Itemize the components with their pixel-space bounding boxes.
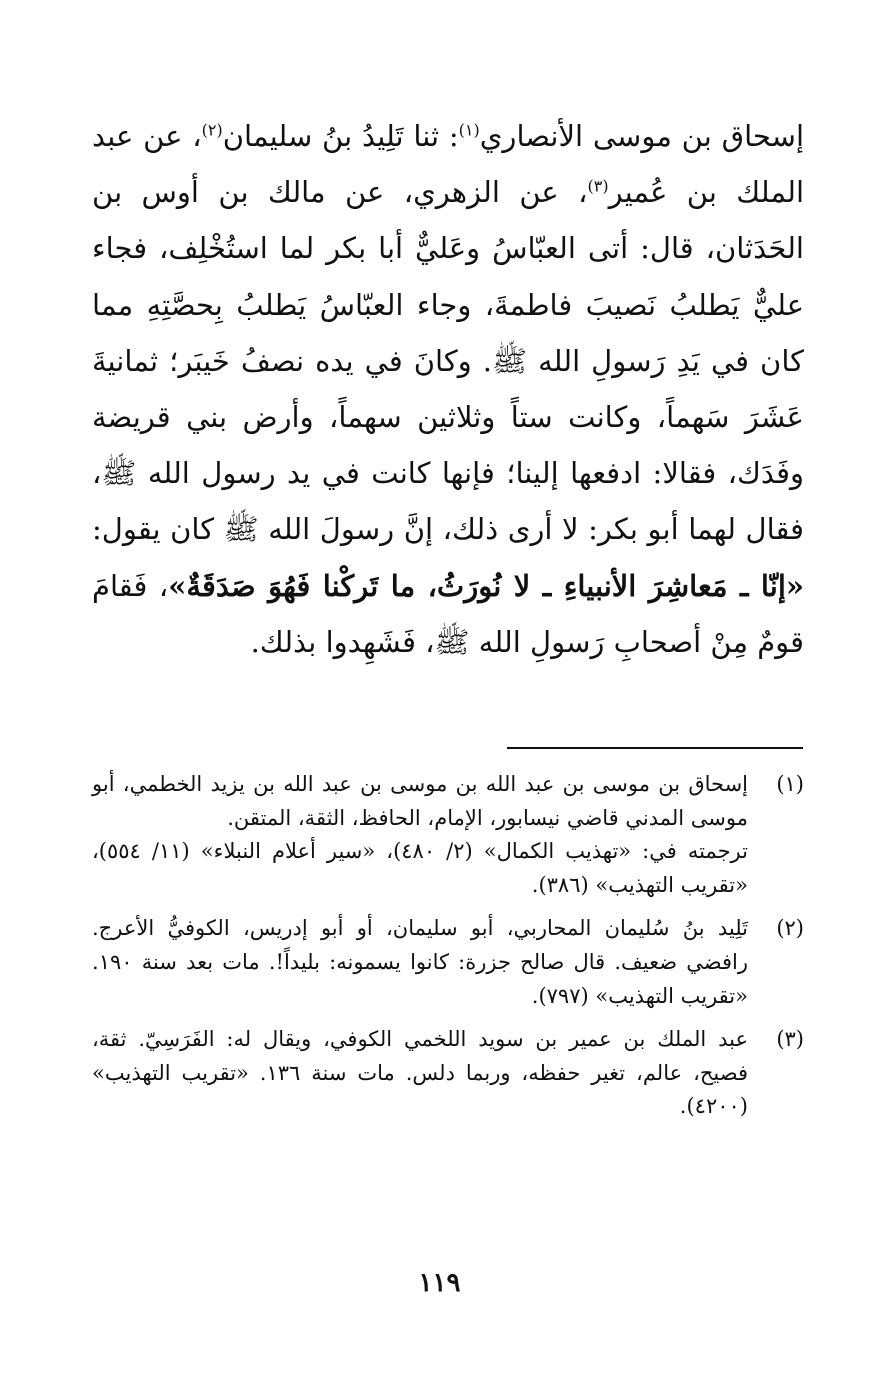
footnote-text: تَلِيد بنُ سُليمان المحاربي، أبو سليمان، أو أبو إدريس، الكوفيُّ الأعرج. رافضي ضعيف. قال صالح جزرة: كانوا يسمونه: بليداً!. مات بعد سنة ١٩٠. «تقريب التهذيب» (٧٩٧). [92, 916, 748, 1008]
text-segment: إسحاق بن موسى الأنصاري [479, 119, 805, 153]
footnote-marker-2: (٢) [201, 120, 223, 140]
text-segment: ، فَقامَ قومٌ مِنْ أصحابِ رَسولِ الله ﷺ، فَشَهِدوا بذلك. [92, 568, 804, 659]
footnote-number: (٣) [776, 1027, 804, 1052]
page-number: ١١٩ [418, 1268, 461, 1298]
footnote-number: (١) [776, 772, 804, 796]
footnote-body [92, 768, 748, 902]
footnote-2 [92, 912, 804, 1013]
footnote-1 [92, 768, 804, 902]
footnote-text-sources: ترجمته في: «تهذيب الكمال» (٢/ ٤٨٠)، «سير أعلام النبلاء» (١١/ ٥٥٤)، «تقريب التهذيب» (٣٨٦). [92, 839, 748, 897]
footnote-number: (٢) [776, 916, 804, 941]
prophetic-quote: «إنّا ـ مَعاشِرَ الأنبياءِ ـ لا نُورَثُ، ما تَركْنا فَهُوَ صَدَقَةٌ» [168, 568, 805, 603]
text-segment: ، عن عبد الملك بن عُمير [92, 119, 805, 210]
footnote-marker-3: (٣) [587, 176, 609, 196]
hadith-paragraph [92, 108, 804, 670]
footnote-body [92, 912, 748, 1013]
footnote-text: عبد الملك بن عمير بن سويد اللخمي الكوفي، ويقال له: الفَرَسِيّ. ثقة، فصيح، عالم، تغير حفظه، وربما دلس. مات سنة ١٣٦. «تقريب التهذيب» (٤٢٠٠). [92, 1027, 748, 1119]
footnote-marker-1: (١) [458, 120, 480, 140]
text-segment: ، عن الزهري، عن مالك بن أوس بن الحَدَثان، قال: أتى العبّاسُ وعَليٌّ أبا بكر لما استُخْلِف، فجاء عليٌّ يَطلبُ نَصيبَ فاطمةَ، وجاء العبّاسُ يَطلبُ بِحصَّتِهِ مما كان في يَدِ رَسولِ الله ﷺ. وكانَ في يده نصفُ خَيبَر؛ ثمانيةَ عَشَرَ سَهماً، وكانت ستاً وثلاثين سهماً، وأرض بني قريضة وفَدَك، فقالا: ادفعها إلينا؛ فإنها كانت في يد رسول الله ﷺ، فقال لهما أبو بكر: لا أرى ذلك، إنَّ رسولَ الله ﷺ كان يقول: [92, 175, 804, 547]
footnotes [92, 768, 804, 1134]
footnote-3 [92, 1023, 804, 1124]
footnote-body [92, 1023, 748, 1124]
hadith-text [92, 108, 804, 670]
text-segment: : ثنا تَلِيدُ بنُ سليمان [222, 119, 459, 153]
footnote-text: إسحاق بن موسى بن عبد الله بن موسى بن عبد الله بن يزيد الخطمي، أبو موسى المدني قاضي نيسابور، الإمام، الحافظ، الثقة، المتقن. [92, 772, 748, 830]
footnote-separator [507, 747, 803, 749]
